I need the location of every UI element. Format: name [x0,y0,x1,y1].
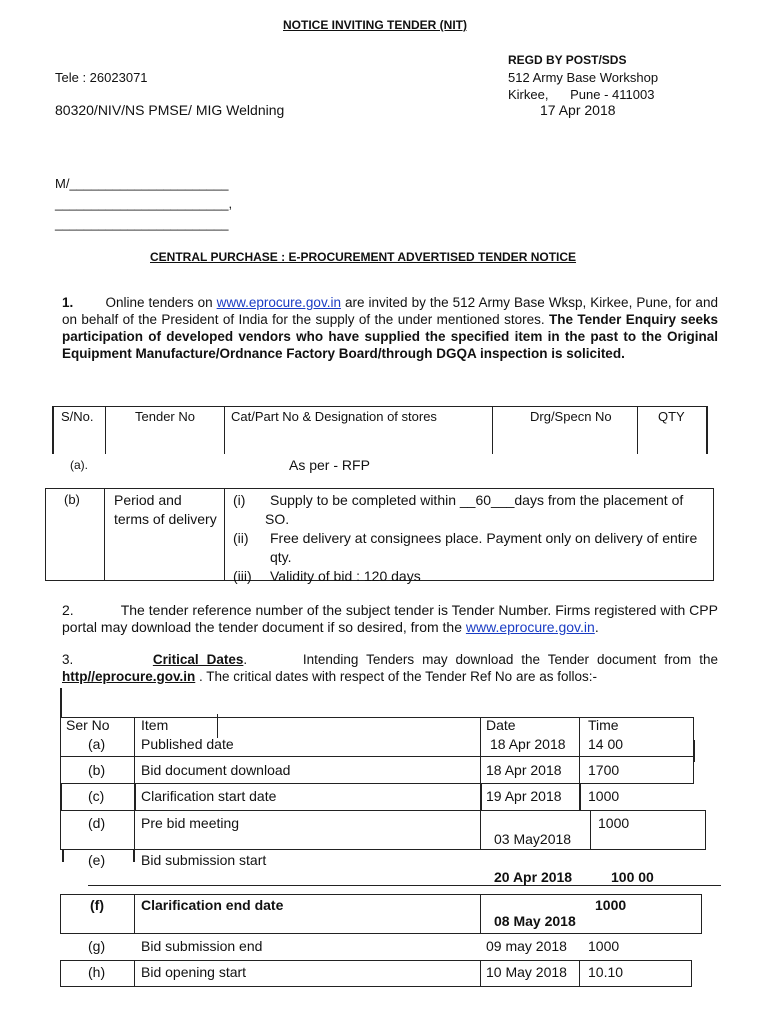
row-f-ser: (f) [90,897,104,913]
header-qty: QTY [658,409,685,424]
header-sno: S/No. [61,409,94,424]
address-line-1: 512 Army Base Workshop [508,70,659,85]
row-a-date: 18 Apr 2018 [490,736,566,752]
paragraph-2-number: 2. [62,602,74,618]
row-h-ser: (h) [88,964,106,980]
col-header-item: Item [141,717,169,733]
row-f-date: 08 May 2018 [494,913,576,929]
reference-number: 80320/NIV/NS PMSE/ MIG Weldning [55,102,285,118]
col-header-ser: Ser No [66,717,110,733]
row-d-date: 03 May2018 [494,831,572,847]
eprocure-link[interactable]: www.eprocure.gov.in [216,295,341,310]
critical-dates-heading: Critical Dates [152,652,244,667]
paragraph-1-bold: The Tender Enquiry seeks participation of developed vendors who have supplied the specified item in the past to the Original Equipment Manufacture/Ordnance Factory Board/through DGQA inspection is solicited. [62,312,718,361]
paragraph-2-body: The tender reference number of the subject tender is Tender Number. Firms registered with CPP portal may download the tender document if so desired, from the [62,602,718,635]
term-2-line-1: Free delivery at consignees place. Payment only on delivery of entire [270,530,698,546]
paragraph-3-body: . The critical dates with respect of the Tender Ref No are as follos:- [199,669,597,684]
row-a-label: (a). [70,458,88,472]
paragraph-1-body: are invited by the 512 Army Base Wksp, Kirkee, Pune, for and on behalf of the President of India for the supply of the under mentioned stores. [62,295,718,327]
term-1-line-1: Supply to be completed within __60___days from the placement of [270,492,684,508]
header-drg-specn: Drg/Specn No [530,409,612,424]
row-e-time: 100 00 [611,869,654,885]
row-h-time: 10.10 [588,964,624,980]
row-d-time: 1000 [598,815,630,831]
address-line-2: Kirkee, Pune - 411003 [508,87,655,102]
delivery-label: (b) [64,492,80,507]
row-c-date: 19 Apr 2018 [486,788,562,804]
row-f-time: 1000 [595,897,627,913]
row-c-time: 1000 [588,788,620,804]
term-3-line-1: Validity of bid : 120 days [270,568,421,584]
col-header-time: Time [588,717,619,733]
document-title: NOTICE INVITING TENDER (NIT) [283,18,467,32]
document-date: 17 Apr 2018 [540,102,616,118]
row-f-item: Clarification end date [141,897,284,913]
addressee-line: M/______________________ [55,176,229,191]
row-e-item: Bid submission start [141,852,267,868]
delivery-title-1: Period and [114,492,182,508]
paragraph-3-number: 3. [62,652,74,667]
row-h-date: 10 May 2018 [486,964,567,980]
header-cat-part: Cat/Part No & Designation of stores [231,409,437,424]
row-g-ser: (g) [88,938,106,954]
row-c-ser: (c) [88,788,105,804]
paragraph-2 [62,602,718,636]
row-e-ser: (e) [88,852,106,868]
paragraph-3-intro: Intending Tenders may download the Tender document from the [302,652,718,667]
delivery-title-2: terms of delivery [114,511,217,527]
row-a-ser: (a) [88,736,106,752]
row-a-text: As per - RFP [289,457,370,473]
row-g-item: Bid submission end [141,938,263,954]
term-2-line-2: qty. [270,549,292,565]
addressee-blank-1: ________________________, [55,196,233,211]
term-1-line-2: SO. [265,511,290,527]
header-tender-no: Tender No [135,409,195,424]
paragraph-1-intro: Online tenders on [105,295,213,310]
row-h-item: Bid opening start [141,964,247,980]
paragraph-2-end: . [594,619,599,635]
row-c-item: Clarification start date [141,788,277,804]
term-3-number: (iii) [233,568,252,584]
row-d-item: Pre bid meeting [141,815,240,831]
row-b-ser: (b) [88,762,106,778]
paragraph-1-number: 1. [62,295,74,310]
telephone: Tele : 26023071 [55,70,148,85]
row-a-time: 14 00 [588,736,624,752]
row-g-time: 1000 [588,938,620,954]
row-e-date: 20 Apr 2018 [494,869,573,885]
row-a-item: Published date [141,736,234,752]
paragraph-1 [62,294,718,362]
eprocure-link-3[interactable]: http//eprocure.gov.in [62,669,196,684]
row-b-date: 18 Apr 2018 [486,762,562,778]
term-1-number: (i) [233,492,246,508]
regd-label: REGD BY POST/SDS [508,53,627,67]
notice-subtitle: CENTRAL PURCHASE : E-PROCUREMENT ADVERTISED TENDER NOTICE [150,250,577,264]
eprocure-link-2[interactable]: www.eprocure.gov.in [465,619,595,635]
col-header-date: Date [486,717,516,733]
row-b-time: 1700 [588,762,620,778]
addressee-blank-2: ________________________ [55,216,229,231]
row-g-date: 09 may 2018 [486,938,567,954]
row-d-ser: (d) [88,815,106,831]
term-2-number: (ii) [233,530,249,546]
row-b-item: Bid document download [141,762,291,778]
paragraph-3: 3. Critical Dates. Intending Tenders may download the Tender document from the http//eprocure.gov.in . The critical dates with respect of the Tender Ref No are as follos:- [62,652,718,684]
